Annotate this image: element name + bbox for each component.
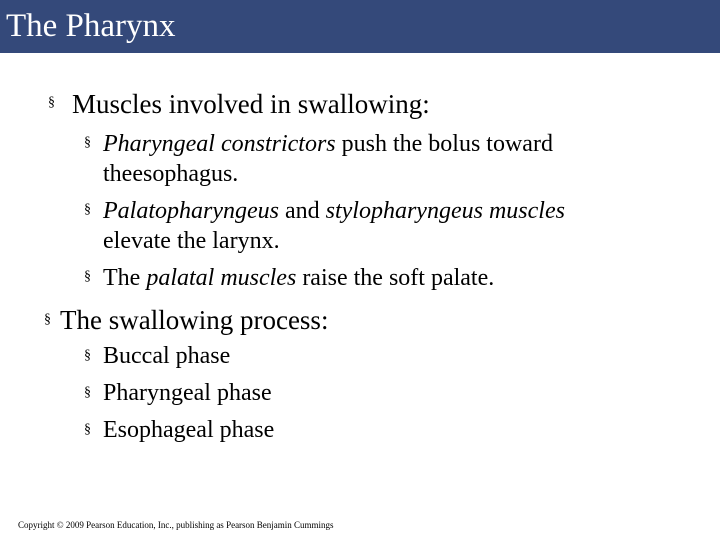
item-text: and — [278, 198, 326, 224]
section-bullet-icon: § — [44, 312, 51, 327]
item-text: push the bolus toward — [335, 131, 553, 157]
list-item-palatopharyngeus — [103, 196, 565, 226]
list-item-pharyngeal-phase: Pharyngeal phase — [103, 380, 272, 406]
section-bullet-icon: § — [48, 95, 55, 110]
list-item-continuation: elevate the larynx. — [103, 228, 280, 254]
list-item-constrictors — [103, 129, 553, 159]
section-heading-muscles: Muscles involved in swallowing: — [72, 89, 430, 119]
term-stylopharyngeus: stylopharyngeus muscles — [325, 198, 565, 224]
copyright-footer: Copyright © 2009 Pearson Education, Inc., publishing as Pearson Benjamin Cummings — [18, 520, 334, 530]
term-palatal-muscles: palatal muscles — [146, 265, 297, 291]
list-item-continuation: theesophagus. — [103, 161, 239, 187]
item-text: raise the soft palate. — [296, 265, 495, 291]
section-heading-swallowing-process: The swallowing process: — [60, 305, 329, 335]
slide-title: The Pharynx — [6, 8, 176, 44]
term-pharyngeal-constrictors: Pharyngeal constrictors — [103, 131, 336, 157]
item-text: The — [103, 265, 147, 291]
item-bullet-icon: § — [84, 348, 91, 363]
term-palatopharyngeus: Palatopharyngeus — [103, 198, 279, 224]
list-item-palatal-muscles — [103, 263, 494, 293]
item-bullet-icon: § — [84, 269, 91, 284]
item-bullet-icon: § — [84, 385, 91, 400]
list-item-esophageal-phase: Esophageal phase — [103, 417, 275, 443]
item-bullet-icon: § — [84, 202, 91, 217]
item-bullet-icon: § — [84, 135, 91, 150]
item-bullet-icon: § — [84, 422, 91, 437]
list-item-buccal-phase: Buccal phase — [103, 343, 231, 369]
